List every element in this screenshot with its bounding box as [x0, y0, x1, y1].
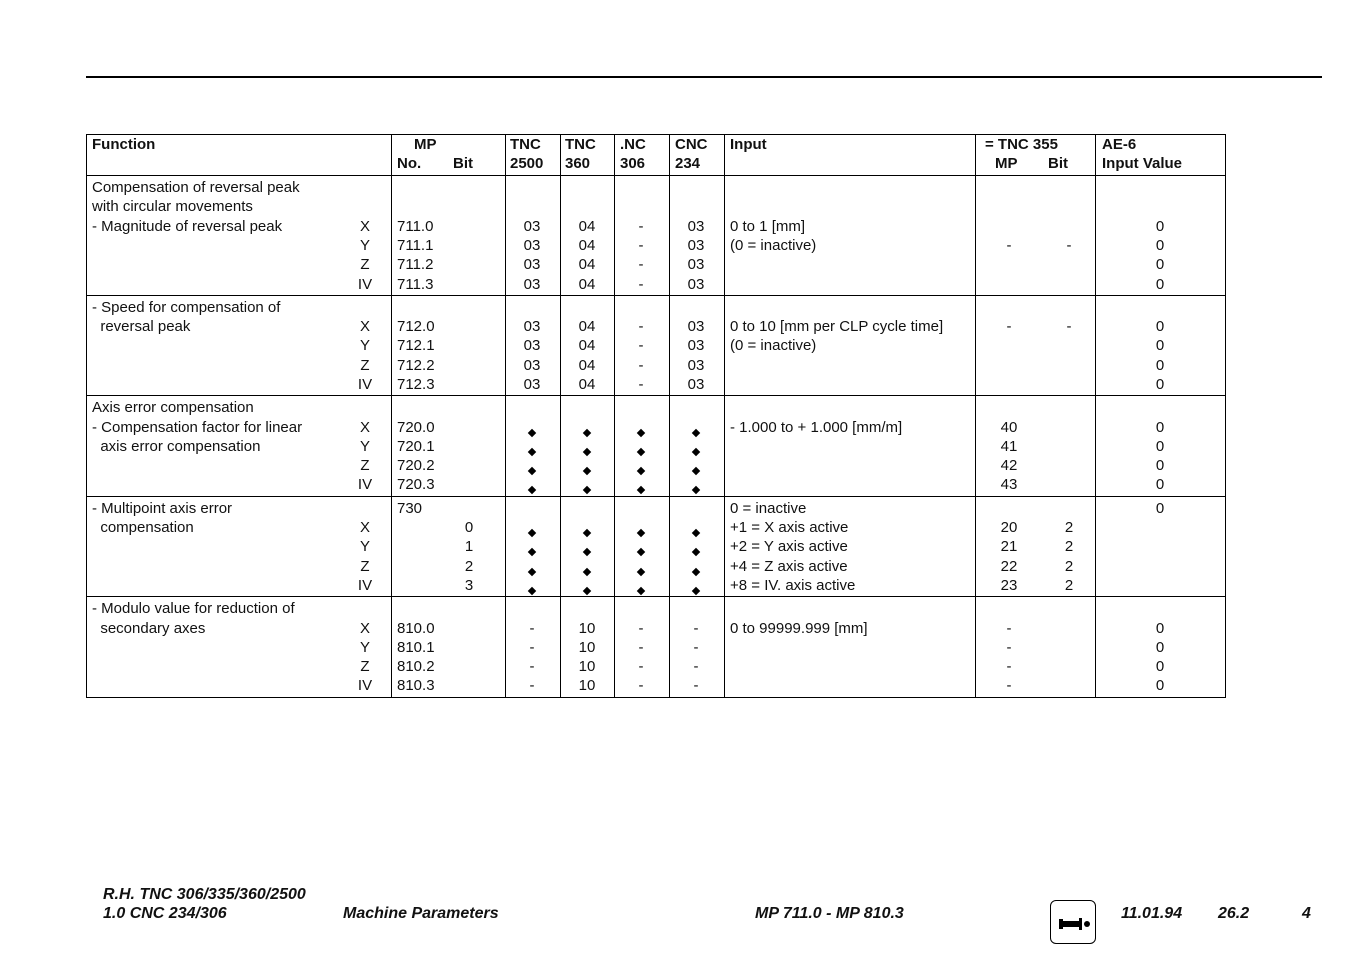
- c234-value: 03: [687, 256, 705, 274]
- mp-value: 810.1: [397, 638, 435, 656]
- header-tnc360-bottom: 360: [565, 155, 591, 172]
- footer-author-models: R.H. TNC 306/335/360/2500: [103, 886, 306, 903]
- t2500-value: [512, 561, 552, 580]
- header-tnc355: = TNC 355: [985, 136, 1058, 153]
- axis-value: Z: [360, 658, 370, 676]
- ae6-value: 0: [1155, 499, 1165, 517]
- mp-value: 810.3: [397, 677, 435, 695]
- t360-value: 10: [578, 677, 596, 695]
- t360-value: [567, 541, 607, 560]
- function-text: compensation: [92, 519, 194, 537]
- t2500-value: 03: [523, 318, 541, 336]
- ae6-value: 0: [1155, 356, 1165, 374]
- ae6-value: 0: [1155, 275, 1165, 293]
- diamond-icon: [583, 529, 591, 537]
- header-nc306-top: .NC: [620, 136, 646, 153]
- axis-value: IV: [357, 677, 373, 695]
- b355-value: 2: [1064, 538, 1074, 556]
- mp-value: 711.1: [397, 236, 434, 254]
- t2500-value: -: [529, 638, 535, 656]
- t2500-value: 03: [523, 375, 541, 393]
- c234-value: -: [693, 619, 699, 637]
- t360-value: [567, 561, 607, 580]
- mp-value: 712.0: [397, 318, 435, 336]
- mp-value: 810.0: [397, 619, 435, 637]
- t360-value: 04: [578, 356, 596, 374]
- nc306-value: -: [638, 337, 644, 355]
- diamond-icon: [692, 548, 700, 556]
- m355-value: 41: [1000, 437, 1018, 455]
- axis-value: IV: [357, 275, 373, 293]
- c234-value: 03: [687, 356, 705, 374]
- axis-value: Z: [360, 256, 370, 274]
- mp-value: 720.1: [397, 437, 435, 455]
- ae6-value: 0: [1155, 437, 1165, 455]
- diamond-icon: [692, 467, 700, 475]
- t2500-value: 03: [523, 236, 541, 254]
- input-text: 0 to 10 [mm per CLP cycle time]: [730, 318, 944, 336]
- m355-value: -: [1006, 677, 1012, 695]
- t2500-value: 03: [523, 337, 541, 355]
- input-text: +8 = IV. axis active: [730, 576, 856, 594]
- header-tnc2500-top: TNC: [510, 136, 541, 153]
- input-text: - 1.000 to + 1.000 [mm/m]: [730, 418, 903, 436]
- axis-value: X: [359, 318, 370, 336]
- diamond-icon: [637, 548, 645, 556]
- function-text: with circular movements: [92, 198, 253, 216]
- diamond-icon: [637, 467, 645, 475]
- table-body: [87, 176, 1225, 697]
- diamond-icon: [528, 486, 536, 494]
- m355-value: 21: [1000, 538, 1018, 556]
- header-input: Input: [730, 136, 767, 153]
- c234-value: [676, 522, 716, 541]
- c234-value: [676, 541, 716, 560]
- diamond-icon: [692, 448, 700, 456]
- axis-value: Y: [359, 638, 370, 656]
- nc306-value: -: [638, 318, 644, 336]
- mp-value: 711.2: [397, 256, 434, 274]
- c234-value: -: [693, 677, 699, 695]
- t360-value: 04: [578, 318, 596, 336]
- diamond-icon: [583, 567, 591, 575]
- machine-symbol-icon: [1050, 900, 1096, 944]
- header-ae6: AE-6: [1102, 136, 1137, 153]
- footer-page: 4: [1302, 905, 1311, 922]
- diamond-icon: [692, 529, 700, 537]
- t360-value: 10: [578, 658, 596, 676]
- diamond-icon: [637, 587, 645, 595]
- b355-value: 2: [1064, 519, 1074, 537]
- footer-date: 11.01.94: [1121, 905, 1183, 922]
- axis-value: X: [359, 418, 370, 436]
- footer-section: Machine Parameters: [343, 905, 499, 922]
- diamond-icon: [583, 428, 591, 436]
- b355-value: -: [1066, 236, 1072, 254]
- c234-value: [676, 441, 716, 460]
- t2500-value: 03: [523, 256, 541, 274]
- nc306-value: [621, 541, 661, 560]
- mp-value: 712.3: [397, 375, 435, 393]
- m355-value: -: [1006, 658, 1012, 676]
- parameter-table: [86, 134, 1226, 698]
- axis-value: X: [359, 217, 370, 235]
- diamond-icon: [637, 448, 645, 456]
- c234-value: [676, 422, 716, 441]
- t360-value: 04: [578, 217, 596, 235]
- diamond-icon: [637, 428, 645, 436]
- diamond-icon: [637, 486, 645, 494]
- t360-value: [567, 441, 607, 460]
- input-text: (0 = inactive): [730, 337, 817, 355]
- t360-value: 04: [578, 275, 596, 293]
- nc306-value: -: [638, 658, 644, 676]
- m355-value: -: [1006, 236, 1012, 254]
- ae6-value: 0: [1155, 677, 1165, 695]
- parameter-group: [87, 597, 1225, 697]
- m355-value: 43: [1000, 476, 1018, 494]
- axis-value: X: [359, 519, 370, 537]
- diamond-icon: [528, 448, 536, 456]
- input-text: +2 = Y axis active: [730, 538, 848, 556]
- m355-value: 20: [1000, 519, 1018, 537]
- b355-value: -: [1066, 318, 1072, 336]
- axis-value: IV: [357, 576, 373, 594]
- ae6-value: 0: [1155, 658, 1165, 676]
- diamond-icon: [583, 587, 591, 595]
- c234-value: 03: [687, 236, 705, 254]
- m355-value: 42: [1000, 457, 1018, 475]
- nc306-value: [621, 422, 661, 441]
- t2500-value: 03: [523, 217, 541, 235]
- nc306-value: -: [638, 256, 644, 274]
- input-text: 0 to 1 [mm]: [730, 217, 806, 235]
- mp-value: 720.0: [397, 418, 435, 436]
- nc306-value: -: [638, 275, 644, 293]
- t360-value: [567, 522, 607, 541]
- t360-value: 04: [578, 337, 596, 355]
- c234-value: [676, 561, 716, 580]
- footer-range: MP 711.0 - MP 810.3: [755, 905, 904, 922]
- header-nc306-bottom: 306: [620, 155, 646, 172]
- nc306-value: [621, 441, 661, 460]
- function-text: axis error compensation: [92, 437, 261, 455]
- c234-value: 03: [687, 337, 705, 355]
- input-text: (0 = inactive): [730, 236, 817, 254]
- diamond-icon: [692, 567, 700, 575]
- t2500-value: [512, 460, 552, 479]
- mp-value: 720.3: [397, 476, 435, 494]
- t360-value: 04: [578, 256, 596, 274]
- ae6-value: 0: [1155, 375, 1165, 393]
- input-text: +1 = X axis active: [730, 519, 849, 537]
- nc306-value: -: [638, 677, 644, 695]
- header-tnc2500-bottom: 2500: [510, 155, 544, 172]
- axis-value: IV: [357, 375, 373, 393]
- diamond-icon: [692, 587, 700, 595]
- ae6-value: 0: [1155, 256, 1165, 274]
- diamond-icon: [528, 467, 536, 475]
- function-text: secondary axes: [92, 619, 206, 637]
- t2500-value: [512, 422, 552, 441]
- header-mp: MP: [414, 136, 437, 153]
- function-text: - Multipoint axis error: [92, 499, 233, 517]
- ae6-value: 0: [1155, 476, 1165, 494]
- function-text: - Compensation factor for linear: [92, 418, 303, 436]
- diamond-icon: [528, 567, 536, 575]
- diamond-icon: [637, 529, 645, 537]
- t360-value: [567, 460, 607, 479]
- mp-value: 711.3: [397, 275, 434, 293]
- function-text: - Magnitude of reversal peak: [92, 217, 283, 235]
- t2500-value: [512, 522, 552, 541]
- ae6-value: 0: [1155, 457, 1165, 475]
- header-mp-no: No.: [397, 155, 422, 172]
- axis-value: IV: [357, 476, 373, 494]
- bit-value: 1: [464, 538, 474, 556]
- nc306-value: -: [638, 619, 644, 637]
- m355-value: -: [1006, 638, 1012, 656]
- c234-value: 03: [687, 275, 705, 293]
- nc306-value: [621, 522, 661, 541]
- nc306-value: -: [638, 217, 644, 235]
- m355-value: 23: [1000, 576, 1018, 594]
- bit-value: 0: [464, 519, 474, 537]
- b355-value: 2: [1064, 557, 1074, 575]
- header-cnc234-top: CNC: [675, 136, 708, 153]
- footer-version-models: 1.0 CNC 234/306: [103, 905, 227, 922]
- axis-value: Z: [360, 356, 370, 374]
- mp-value: 720.2: [397, 457, 435, 475]
- nc306-value: [621, 561, 661, 580]
- c234-value: -: [693, 658, 699, 676]
- ae6-value: 0: [1155, 217, 1165, 235]
- diamond-icon: [528, 529, 536, 537]
- function-text: reversal peak: [92, 318, 191, 336]
- parameter-group: [87, 176, 1225, 296]
- m355-value: -: [1006, 318, 1012, 336]
- diamond-icon: [583, 548, 591, 556]
- nc306-value: [621, 460, 661, 479]
- parameter-group: [87, 497, 1225, 598]
- nc306-value: -: [638, 638, 644, 656]
- nc306-value: -: [638, 236, 644, 254]
- diamond-icon: [583, 448, 591, 456]
- t360-value: 10: [578, 619, 596, 637]
- c234-value: 03: [687, 318, 705, 336]
- mp-value: 712.2: [397, 356, 435, 374]
- axis-value: Z: [360, 457, 370, 475]
- t2500-value: -: [529, 619, 535, 637]
- t360-value: 04: [578, 375, 596, 393]
- table-header: [87, 135, 1225, 176]
- diamond-icon: [692, 428, 700, 436]
- diamond-icon: [692, 486, 700, 494]
- ae6-value: 0: [1155, 638, 1165, 656]
- function-text: - Modulo value for reduction of: [92, 600, 295, 618]
- input-text: +4 = Z axis active: [730, 557, 848, 575]
- function-text: Compensation of reversal peak: [92, 179, 300, 196]
- c234-value: 03: [687, 375, 705, 393]
- c234-value: -: [693, 638, 699, 656]
- ae6-value: 0: [1155, 318, 1165, 336]
- nc306-value: -: [638, 375, 644, 393]
- t360-value: 04: [578, 236, 596, 254]
- parameter-group: [87, 396, 1225, 497]
- diamond-icon: [583, 486, 591, 494]
- axis-value: Z: [360, 557, 370, 575]
- axis-value: Y: [359, 437, 370, 455]
- diamond-icon: [528, 548, 536, 556]
- input-text: 0 to 99999.999 [mm]: [730, 619, 868, 637]
- t2500-value: [512, 441, 552, 460]
- function-text: Axis error compensation: [92, 399, 254, 417]
- bit-value: 2: [464, 557, 474, 575]
- diamond-icon: [528, 587, 536, 595]
- header-function: Function: [92, 136, 156, 153]
- header-mp-bit: Bit: [453, 155, 473, 172]
- footer-chapter: 26.2: [1218, 905, 1250, 922]
- t360-value: [567, 422, 607, 441]
- ae6-value: 0: [1155, 337, 1165, 355]
- ae6-value: 0: [1155, 418, 1165, 436]
- axis-value: Y: [359, 538, 370, 556]
- mp-value: 810.2: [397, 658, 435, 676]
- c234-value: 03: [687, 217, 705, 235]
- top-rule: [86, 76, 1322, 78]
- mp-number: 730: [397, 499, 423, 517]
- mp-value: 712.1: [397, 337, 435, 355]
- diamond-icon: [637, 567, 645, 575]
- m355-value: 22: [1000, 557, 1018, 575]
- bit-value: 3: [464, 576, 474, 594]
- header-ae6-input-value: Input Value: [1102, 155, 1183, 172]
- header-tnc355-bit: Bit: [1048, 155, 1068, 172]
- header-tnc355-mp: MP: [995, 155, 1018, 172]
- m355-value: 40: [1000, 418, 1018, 436]
- axis-value: X: [359, 619, 370, 637]
- header-cnc234-bottom: 234: [675, 155, 701, 172]
- t2500-value: -: [529, 677, 535, 695]
- axis-value: Y: [359, 337, 370, 355]
- header-tnc360-top: TNC: [565, 136, 596, 153]
- t2500-value: [512, 541, 552, 560]
- axis-value: Y: [359, 236, 370, 254]
- function-text: - Speed for compensation of: [92, 298, 281, 316]
- nc306-value: -: [638, 356, 644, 374]
- m355-value: -: [1006, 619, 1012, 637]
- input-text: 0 = inactive: [730, 499, 807, 517]
- c234-value: [676, 460, 716, 479]
- ae6-value: 0: [1155, 236, 1165, 254]
- t2500-value: 03: [523, 275, 541, 293]
- mp-value: 711.0: [397, 217, 434, 235]
- b355-value: 2: [1064, 576, 1074, 594]
- t2500-value: 03: [523, 356, 541, 374]
- diamond-icon: [583, 467, 591, 475]
- t360-value: 10: [578, 638, 596, 656]
- parameter-group: [87, 296, 1225, 397]
- ae6-value: 0: [1155, 619, 1165, 637]
- t2500-value: -: [529, 658, 535, 676]
- diamond-icon: [528, 428, 536, 436]
